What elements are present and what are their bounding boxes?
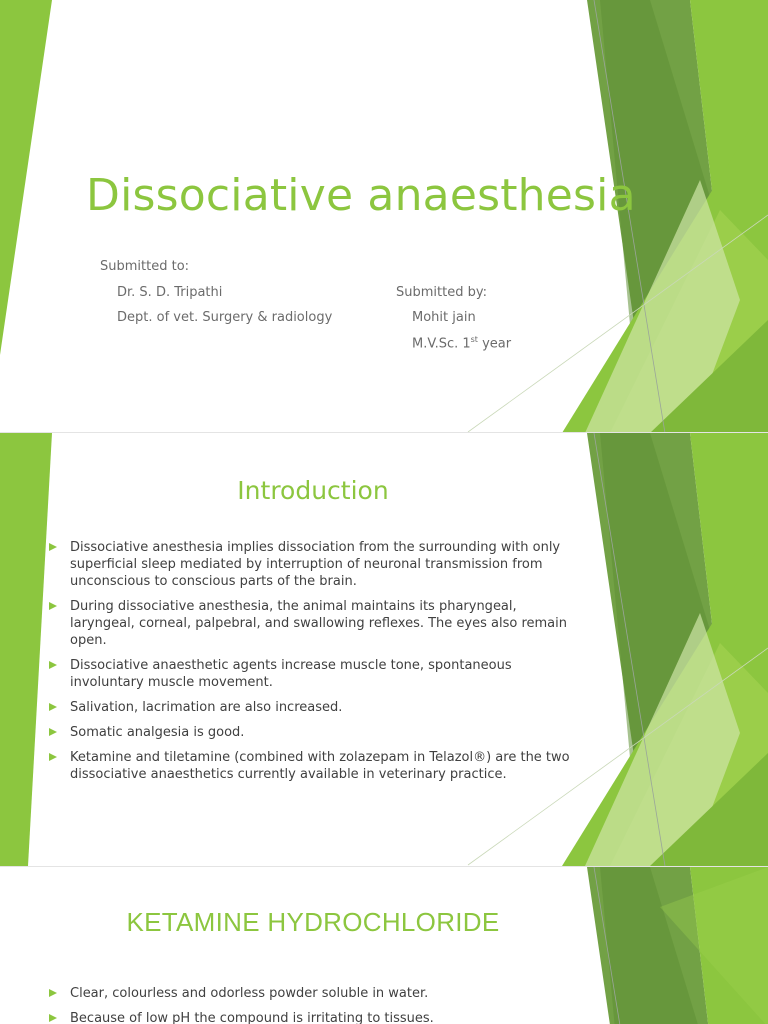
bullet-item <box>46 657 576 691</box>
course-text: M.V.Sc. 1 <box>412 336 471 352</box>
bullet-list <box>46 985 576 1024</box>
course-suffix: year <box>477 336 512 352</box>
bullet-arrow-icon <box>49 753 57 761</box>
bullet-list <box>46 539 576 791</box>
bullet-text: During dissociative anesthesia, the animal maintains its pharyngeal, laryngeal, corneal, palpebral, and swallowing reflexes. The eyes also remain open. <box>70 599 567 648</box>
submitted-by-label: Submitted by: <box>396 285 487 300</box>
submitted-by-name: Mohit jain <box>412 310 476 325</box>
submitted-to-name: Dr. S. D. Tripathi <box>117 285 223 300</box>
title-slide <box>0 0 768 432</box>
bullet-text: Ketamine and tiletamine (combined with zolazepam in Telazol®) are the two dissociative anaesthetics currently available in veterinary practice. <box>70 750 570 782</box>
submitted-by-course <box>412 335 511 351</box>
course-superscript: st <box>470 335 478 344</box>
bullet-text: Dissociative anaesthetic agents increase muscle tone, spontaneous involuntary muscle movement. <box>70 658 512 690</box>
introduction-slide <box>0 433 768 866</box>
bullet-arrow-icon <box>49 543 57 551</box>
bullet-arrow-icon <box>49 602 57 610</box>
bullet-arrow-icon <box>49 1014 57 1022</box>
bullet-item <box>46 539 576 590</box>
bullet-arrow-icon <box>49 989 57 997</box>
bullet-text: Salivation, lacrimation are also increased. <box>70 700 343 715</box>
bullet-text: Clear, colourless and odorless powder soluble in water. <box>70 986 429 1001</box>
bullet-text: Dissociative anesthesia implies dissociation from the surrounding with only superficial sleep mediated by interruption of neuronal transmission from unconscious to conscious parts of the brain. <box>70 540 561 589</box>
bullet-arrow-icon <box>49 661 57 669</box>
bullet-item <box>46 1010 576 1024</box>
presentation-title: Dissociative anaesthesia <box>86 170 636 221</box>
bullet-text: Somatic analgesia is good. <box>70 725 245 740</box>
bullet-arrow-icon <box>49 703 57 711</box>
ketamine-slide <box>0 867 768 1024</box>
submitted-to-department: Dept. of vet. Surgery & radiology <box>117 310 333 325</box>
bullet-arrow-icon <box>49 728 57 736</box>
bullet-item <box>46 598 576 649</box>
bullet-item <box>46 985 576 1002</box>
bullet-text: Because of low pH the compound is irritating to tissues. <box>70 1011 434 1024</box>
bullet-item <box>46 724 576 741</box>
bullet-item <box>46 749 576 783</box>
slide-heading: Introduction <box>237 476 389 505</box>
bullet-item <box>46 699 576 716</box>
slide-heading: KETAMINE HYDROCHLORIDE <box>126 907 500 937</box>
submitted-to-label: Submitted to: <box>100 259 190 274</box>
